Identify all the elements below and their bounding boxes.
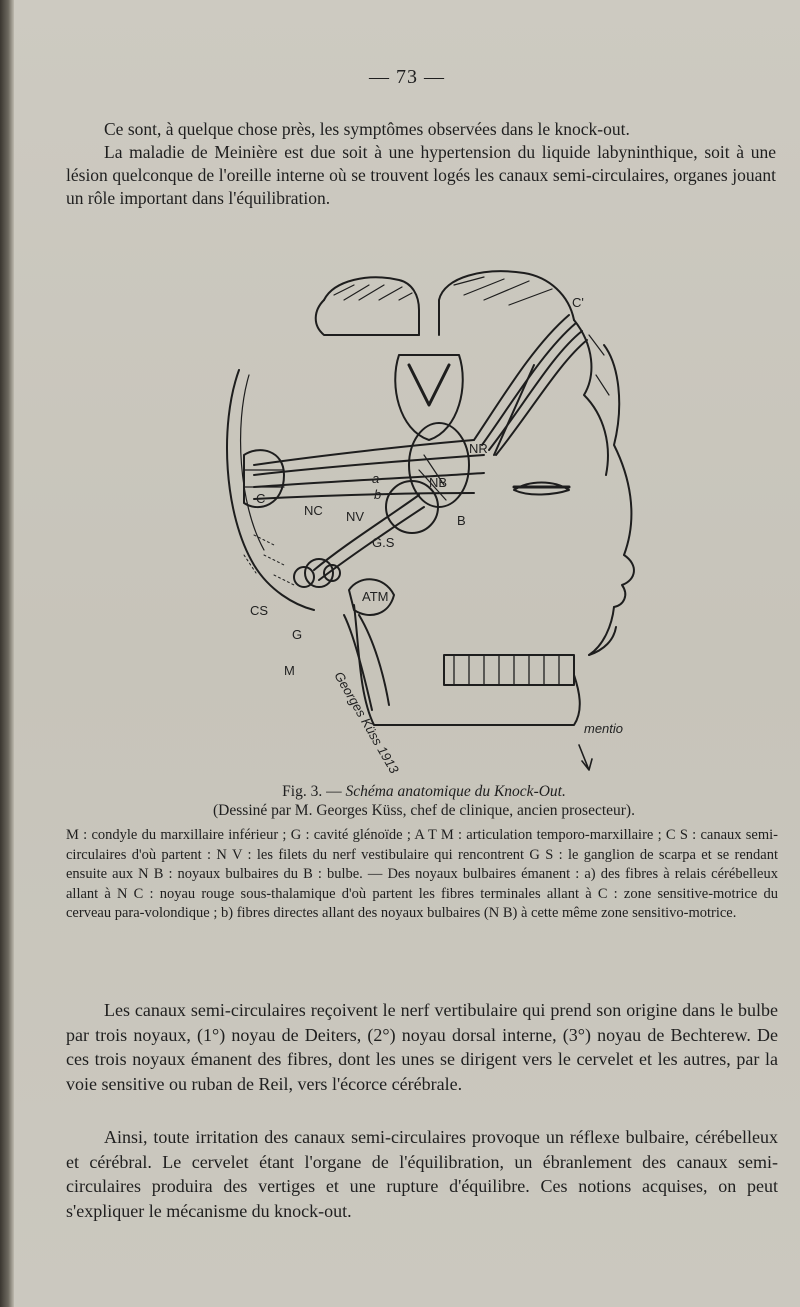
figure-title-line bbox=[74, 782, 774, 801]
intro-line-2: La maladie de Meinière est due soit à une hypertension du liquide labyninthique, soit à une lésion quelconque de l'oreille interne où se trouvent logés les canaux semi-circulaires, organes jouant un rôle important dans l'équilibration. bbox=[66, 142, 776, 208]
figure-legend: M : condyle du marxillaire inférieur ; G : cavité glénoïde ; A T M : articulation temporo-marxillaire ; C S : canaux semi-circulaires d'où partent : N V : les filets du nerf vestibulaire qui rencontrent G S : le ganglion de scarpa et se rendant ensuite aux N B : noyaux bulbaires du B : bulbe. — Des noyaux bulbaires émanent : a) des fibres à relais cérébelleux allant à N C : noyau rouge sous-thalamique d'où partent les fibres terminales allant à C : zone sensitive-motrice du cerveau para-volondique ; b) fibres directes allant des noyaux bulbaires (N B) à cette même zone sensitivo-motrice. bbox=[66, 827, 778, 921]
figure-caption bbox=[74, 782, 774, 820]
anatomical-drawing bbox=[184, 255, 654, 775]
eye bbox=[514, 483, 569, 495]
anatomical-figure bbox=[184, 255, 654, 775]
label-a: a bbox=[372, 471, 380, 486]
label-b: B bbox=[457, 513, 466, 528]
label-mark: mentio bbox=[584, 721, 624, 736]
label-c: C bbox=[256, 491, 266, 506]
page-number: — 73 — bbox=[369, 66, 445, 88]
intro-paragraph bbox=[66, 118, 776, 210]
mandible bbox=[354, 605, 580, 725]
label-nv: NV bbox=[346, 509, 365, 524]
label-g: G bbox=[292, 627, 303, 642]
intro-line-1: Ce sont, à quelque chose près, les symptômes observées dans le knock-out. bbox=[104, 119, 630, 139]
label-b-small: b bbox=[374, 487, 382, 502]
label-m: M bbox=[284, 663, 295, 678]
brain-outline bbox=[324, 271, 574, 335]
label-c-prime: C' bbox=[572, 295, 584, 310]
label-atm: ATM bbox=[362, 589, 389, 604]
label-gs: G.S bbox=[372, 535, 395, 550]
label-nb: NB bbox=[429, 475, 448, 490]
label-cs: CS bbox=[250, 603, 269, 618]
book-binding-shadow bbox=[0, 0, 14, 1307]
body-paragraph-1: Les canaux semi-circulaires reçoivent le nerf vertibulaire qui prend son origine dans le bulbe par trois noyaux, (1°) noyau de Deiters, (2°) noyau dorsal interne, (3°) noyau de Bechterew. De ces trois noyaux émanent des fibres, dont les unes se dirigent vers le cervelet et les autres, par la voie sensitive ou ruban de Reil, vers l'écorce cérébrale. bbox=[66, 1000, 778, 1094]
artist-signature: Georges Küss 1913 bbox=[331, 669, 402, 775]
book-page bbox=[14, 0, 800, 1307]
label-nr: NR bbox=[469, 441, 488, 456]
figure-number: Fig. 3. — bbox=[282, 783, 342, 800]
body-paragraph-2: Ainsi, toute irritation des canaux semi-circulaires provoque un réflexe bulbaire, cérébelleux et cérébral. Le cervelet étant l'organe de l'équilibration, un ébranlement des canaux semi-circulaires produira des vertiges et une rupture d'équilibre. Ces notions acquises, on peut s'expliquer le mécanisme du knock-out. bbox=[66, 1127, 778, 1221]
figure-title: Schéma anatomique du Knock-Out. bbox=[345, 783, 566, 800]
label-nc: NC bbox=[304, 503, 323, 518]
temporal-bone bbox=[227, 370, 314, 610]
nose bbox=[614, 555, 634, 607]
figure-credit: (Dessiné par M. Georges Küss, chef de clinique, ancien prosecteur). bbox=[213, 802, 635, 819]
